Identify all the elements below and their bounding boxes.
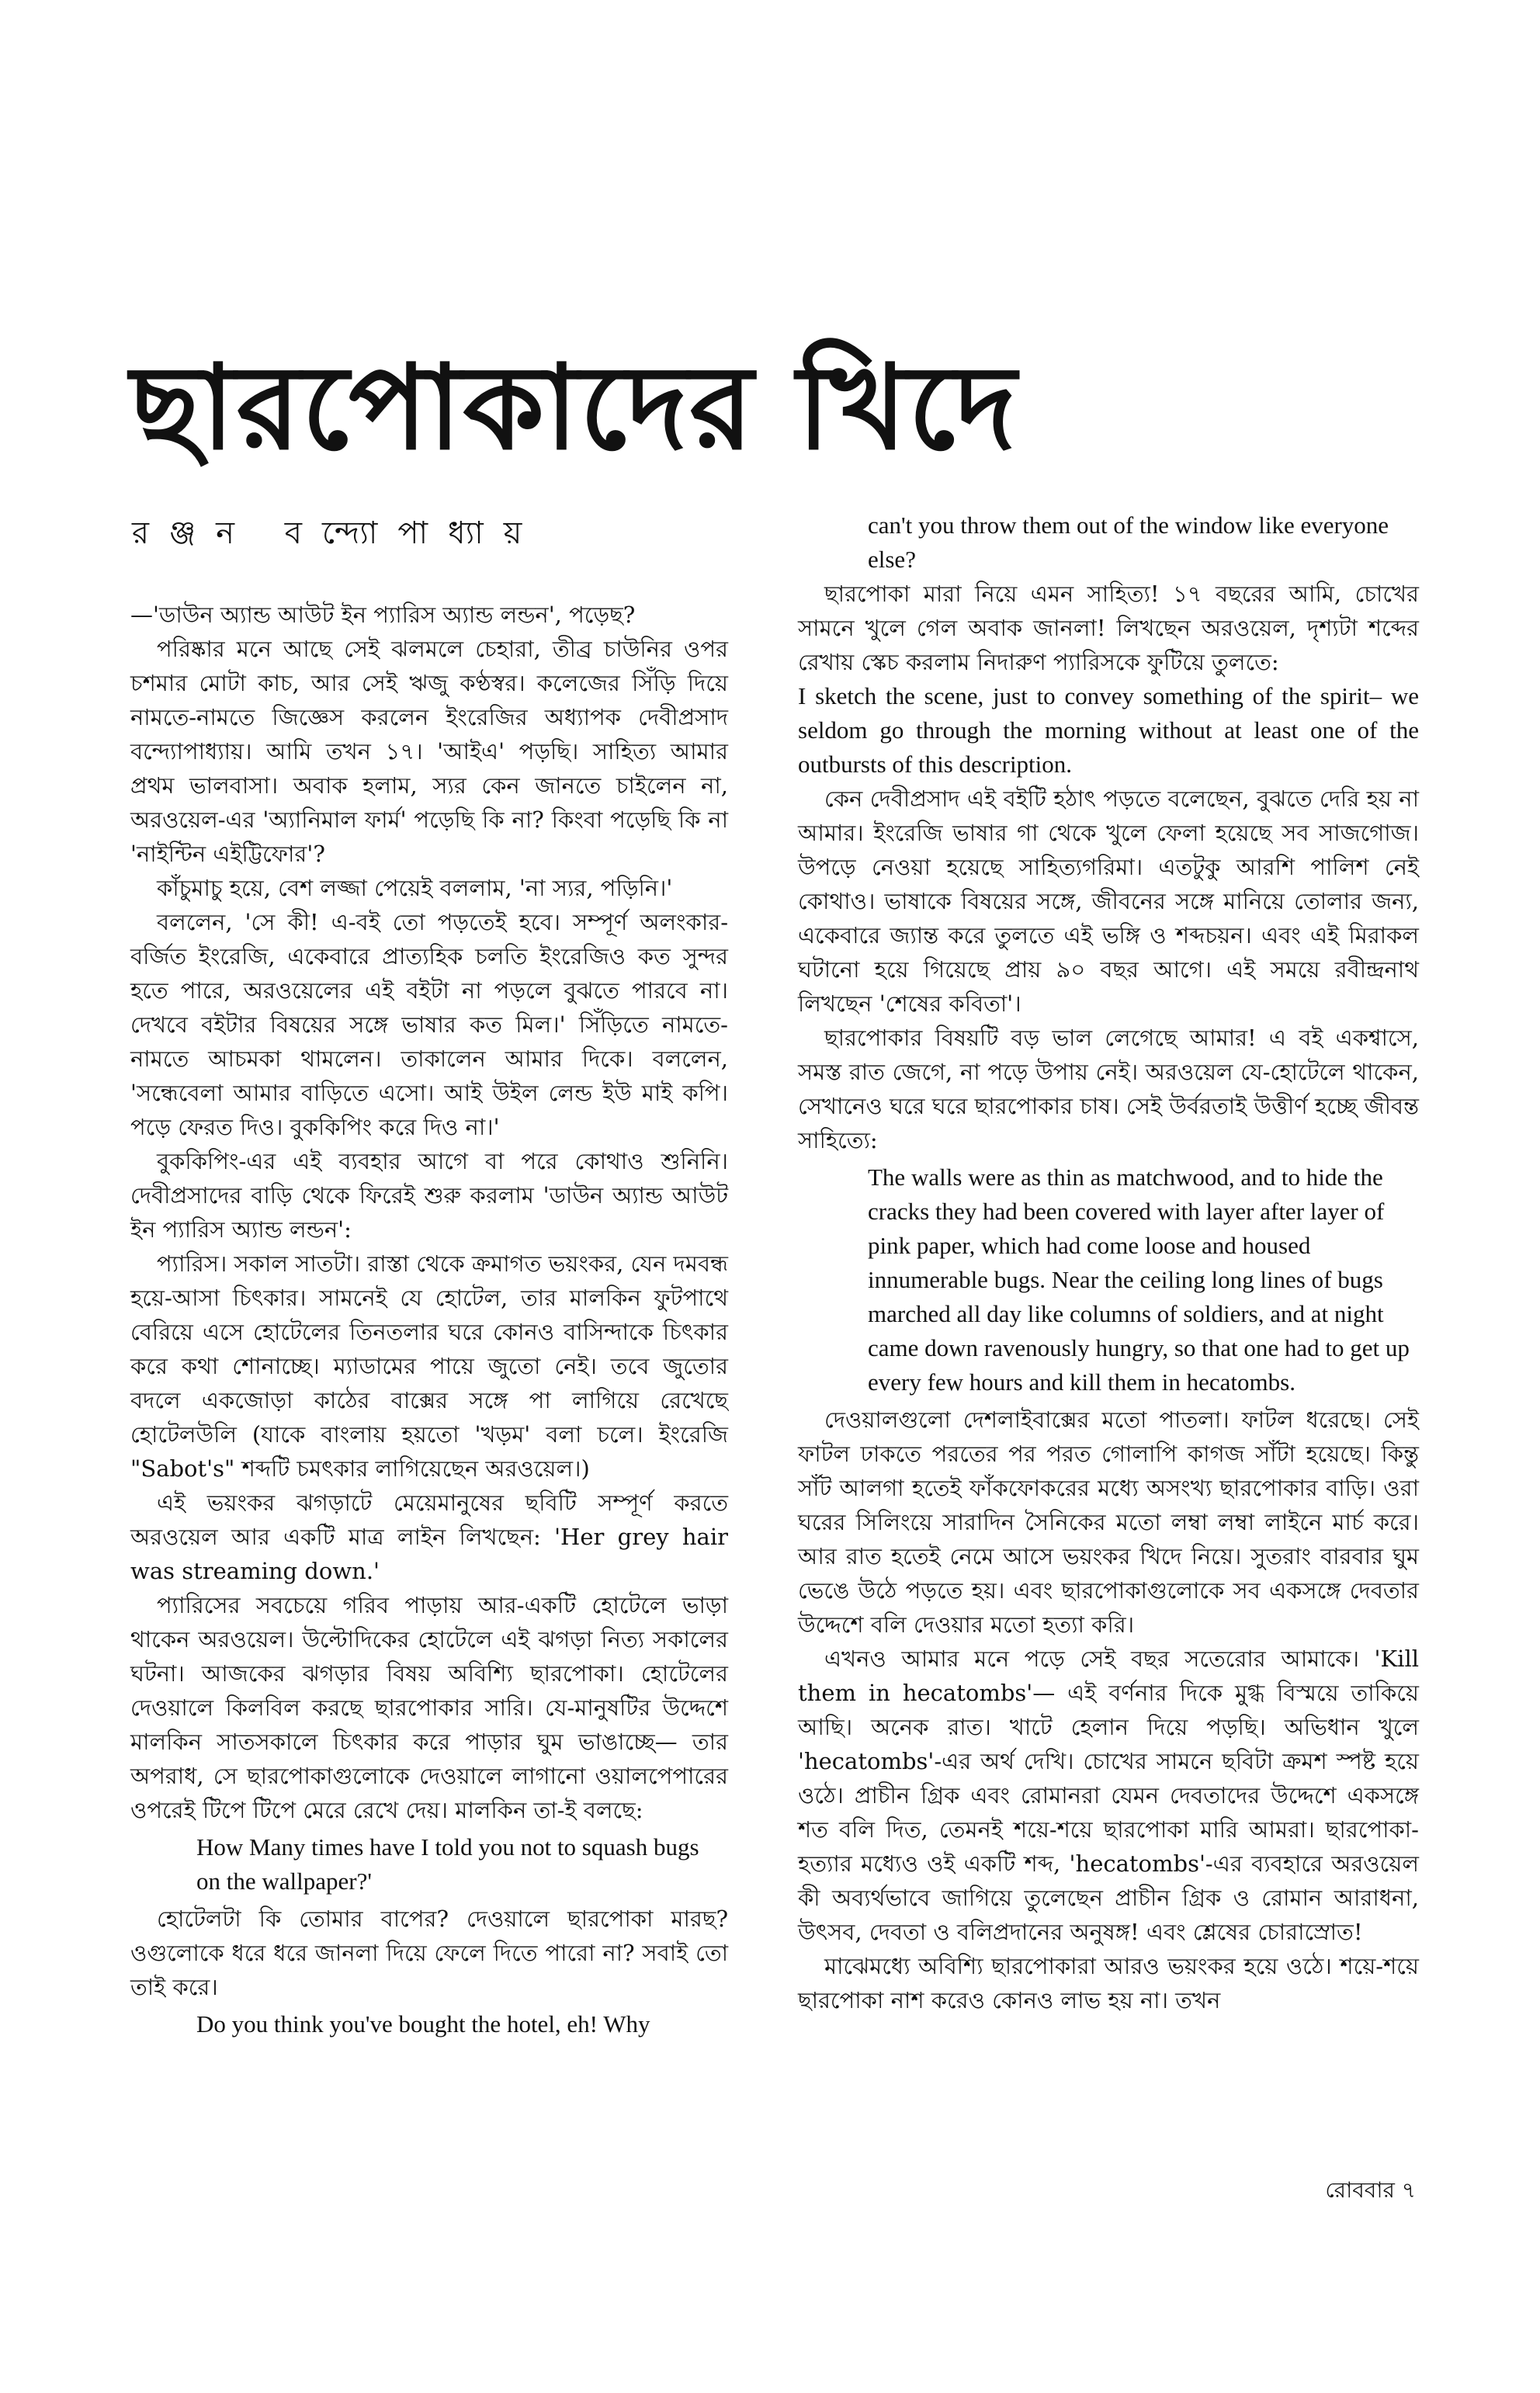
author-byline: রঞ্জন বন্দ্যোপাধ্যায়: [132, 515, 543, 551]
paragraph: প্যারিসের সবচেয়ে গরিব পাড়ায় আর-একটি হোটেলে ভাড়া থাকেন অরওয়েল। উল্টোদিকের হোটেলে এই ঝগড়া নিত্য সকালের ঘটনা। আজকের ঝগড়ার বিষয় অবিশ্যি ছারপোকা। হোটেলের দেওয়ালে কিলবিল করছে ছারপোকার সারি। যে-মানুষটির উদ্দেশে মালকিন সাতসকালে চিৎকার করে পাড়ার ঘুম ভাঙাচ্ছে— তার অপরাধ, সে ছারপোকাগুলোকে দেওয়ালে লাগানো ওয়ালপেপারের ওপরেই টিপে টিপে মেরে রেখে দেয়। মালকিন তা-ই বলছে:: [130, 1592, 728, 1823]
paragraph: মাঝেমধ্যে অবিশ্যি ছারপোকারা আরও ভয়ংকর হয়ে ওঠে। শয়ে-শয়ে ছারপোকা নাশ করেও কোনও লাভ হয় না। তখন: [798, 1953, 1419, 2013]
right-column: [798, 508, 1419, 2017]
block-quote: How Many times have I told you not to squash bugs on the wallpaper?': [196, 1833, 699, 1895]
paragraph: কেন দেবীপ্রসাদ এই বইটি হঠাৎ পড়তে বলেছেন, বুঝতে দেরি হয় না আমার। ইংরেজি ভাষার গা থেকে খুলে ফেলা হয়েছে সব সাজগোজ। উপড়ে নেওয়া হয়েছে সাহিত্যগরিমা। এতটুকু আরশি পালিশ নেই কোথাও। ভাষাকে বিষয়ের সঙ্গে, জীবনের সঙ্গে মানিয়ে তোলার জন্য, একেবারে জ্যান্ত করে তুলতে এই ভঙ্গি ও শব্দচয়ন। এবং এই মিরাকল ঘটানো হয়ে গিয়েছে প্রায় ৯০ বছর আগে। এই সময়ে রবীন্দ্রনাথ লিখছেন 'শেষের কবিতা'।: [798, 786, 1419, 1017]
article-title: ছারপোকাদের খিদে: [130, 339, 1018, 476]
paragraph: বললেন, 'সে কী! এ-বই তো পড়তেই হবে। সম্পূর্ণ অলংকার-বর্জিত ইংরেজি, একেবারে প্রাত্যহিক চলতি ইংরেজিও কত সুন্দর হতে পারে, অরওয়েলের এই বইটা না পড়লে বুঝতে পারবে না। দেখবে বইটার বিষয়ের সঙ্গে ভাষার কত মিল।' সিঁড়িতে নামতে-নামতে আচমকা থামলেন। তাকালেন আমার দিকে। বললেন, 'সন্ধেবেলা আমার বাড়িতে এসো। আই উইল লেন্ড ইউ মাই কপি। পড়ে ফেরত দিও। বুককিপিং করে দিও না।': [130, 909, 728, 1140]
page-folio: রোববার ৭: [1325, 2177, 1416, 2203]
left-column: [130, 598, 728, 2044]
block-quote: Do you think you've bought the hotel, eh! Why: [196, 2010, 650, 2038]
paragraph: এখনও আমার মনে পড়ে সেই বছর সতেরোর আমাকে। 'Kill them in hecatombs'— এই বর্ণনার দিকে মুগ্ধ বিস্ময়ে তাকিয়ে আছি। অনেক রাত। খাটে হেলান দিয়ে পড়ছি। অভিধান খুলে 'hecatombs'-এর অর্থ দেখি। চোখের সামনে ছবিটা ক্রমশ স্পষ্ট হয়ে ওঠে। প্রাচীন গ্রিক এবং রোমানরা যেমন দেবতাদের উদ্দেশে একসঙ্গে শত বলি দিত, তেমনই শয়ে-শয়ে ছারপোকা মারি আমরা। ছারপোকা-হত্যার মধ্যেও ওই একটি শব্দ, 'hecatombs'-এর ব্যবহারে অরওয়েল কী অব্যর্থভাবে জাগিয়ে তুলেছেন প্রাচীন গ্রিক ও রোমান আরাধনা, উৎসব, দেবতা ও বলিপ্রদানের অনুষঙ্গ! এবং শ্লেষের চোরাস্রোত!: [798, 1646, 1419, 1945]
english-passage: I sketch the scene, just to convey something of the spirit– we seldom go through the morning without at least one of the outbursts of this description.: [798, 682, 1419, 778]
block-quote: can't you throw them out of the window like everyone else?: [868, 512, 1389, 573]
paragraph: এই ভয়ংকর ঝগড়াটে মেয়েমানুষের ছবিটি সম্পূর্ণ করতে অরওয়েল আর একটি মাত্র লাইন লিখছেন: 'Her grey hair was streaming down.': [130, 1490, 728, 1584]
paragraph: কাঁচুমাচু হয়ে, বেশ লজ্জা পেয়েই বললাম, 'না স্যর, পড়িনি।': [157, 875, 673, 901]
paragraph: হোটেলটা কি তোমার বাপের? দেওয়ালে ছারপোকা মারছ? ওগুলোকে ধরে ধরে জানলা দিয়ে ফেলে দিতে পারো না? সবাই তো তাই করে।: [130, 1906, 728, 2000]
paragraph: প্যারিস। সকাল সাতটা। রাস্তা থেকে ক্রমাগত ভয়ংকর, যেন দমবন্ধ হয়ে-আসা চিৎকার। সামনেই যে হোটেল, তার মালকিন ফুটপাথে বেরিয়ে এসে হোটেলের তিনতলার ঘরে কোনও বাসিন্দাকে চিৎকার করে কথা শোনাচ্ছে। ম্যাডামের পায়ে জুতো নেই। তবে জুতোর বদলে একজোড়া কাঠের বাক্সের সঙ্গে পা লাগিয়ে রেখেছে হোটেলউলি (যাকে বাংলায় হয়তো 'খড়ম' বলা চলে। ইংরেজি "Sabot's" শব্দটি চমৎকার লাগিয়েছেন অরওয়েল।): [130, 1250, 728, 1482]
paragraph: —'ডাউন অ্যান্ড আউট ইন প্যারিস অ্যান্ড লন্ডন', পড়েছ?: [130, 602, 636, 628]
paragraph: বুককিপিং-এর এই ব্যবহার আগে বা পরে কোথাও শুনিনি। দেবীপ্রসাদের বাড়ি থেকে ফিরেই শুরু করলাম 'ডাউন অ্যান্ড আউট ইন প্যারিস অ্যান্ড লন্ডন':: [130, 1148, 728, 1243]
paragraph: ছারপোকা মারা নিয়ে এমন সাহিত্য! ১৭ বছরের আমি, চোখের সামনে খুলে গেল অবাক জানলা! লিখছেন অরওয়েল, দৃশ্যটা শব্দের রেখায় স্কেচ করলাম নিদারুণ প্যারিসকে ফুটিয়ে তুলতে:: [798, 581, 1419, 675]
paragraph: ছারপোকার বিষয়টি বড় ভাল লেগেছে আমার! এ বই একশ্বাসে, সমস্ত রাত জেগে, না পড়ে উপায় নেই। অরওয়েল যে-হোটেলে থাকেন, সেখানেও ঘরে ঘরে ছারপোকার চাষ। সেই উর্বরতাই উত্তীর্ণ হচ্ছে জীবন্ত সাহিত্যে:: [798, 1025, 1419, 1153]
paragraph: দেওয়ালগুলো দেশলাইবাক্সের মতো পাতলা। ফাটল ধরেছে। সেই ফাটল ঢাকতে পরতের পর পরত গোলাপি কাগজ সাঁটা হয়েছে। কিন্তু সাঁট আলগা হতেই ফাঁকফোকরের মধ্যে অসংখ্য ছারপোকার বাড়ি। ওরা ঘরের সিলিংয়ে সারাদিন সৈনিকের মতো লম্বা লম্বা লাইনে মার্চ করে। আর রাত হতেই নেমে আসে ভয়ংকর খিদে নিয়ে। সুতরাং বারবার ঘুম ভেঙে উঠে পড়তে হয়। এবং ছারপোকাগুলোকে সব একসঙ্গে দেবতার উদ্দেশে বলি দেওয়ার মতো হত্যা করি।: [798, 1406, 1419, 1638]
paragraph: পরিষ্কার মনে আছে সেই ঝলমলে চেহারা, তীব্র চাউনির ওপর চশমার মোটা কাচ, আর সেই ঋজু কণ্ঠস্বর। কলেজের সিঁড়ি দিয়ে নামতে-নামতে জিজ্ঞেস করলেন ইংরেজির অধ্যাপক দেবীপ্রসাদ বন্দ্যোপাধ্যায়। আমি তখন ১৭। 'আইএ' পড়ছি। সাহিত্য আমার প্রথম ভালবাসা। অবাক হলাম, স্যর কেন জানতে চাইলেন না, অরওয়েল-এর 'অ্যানিমাল ফার্ম' পড়েছি কি না? কিংবা পড়েছি কি না 'নাইন্টিন এইট্টিফোর'?: [130, 636, 728, 867]
block-quote: The walls were as thin as matchwood, and to hide the cracks they had been covered with layer after layer of pink paper, which had come loose and housed innumerable bugs. Near the ceiling long lines of bugs marched all day like columns of soldiers, and at night came down ravenously hungry, so that one had to get up every few hours and kill them in hecatombs.: [868, 1164, 1410, 1396]
